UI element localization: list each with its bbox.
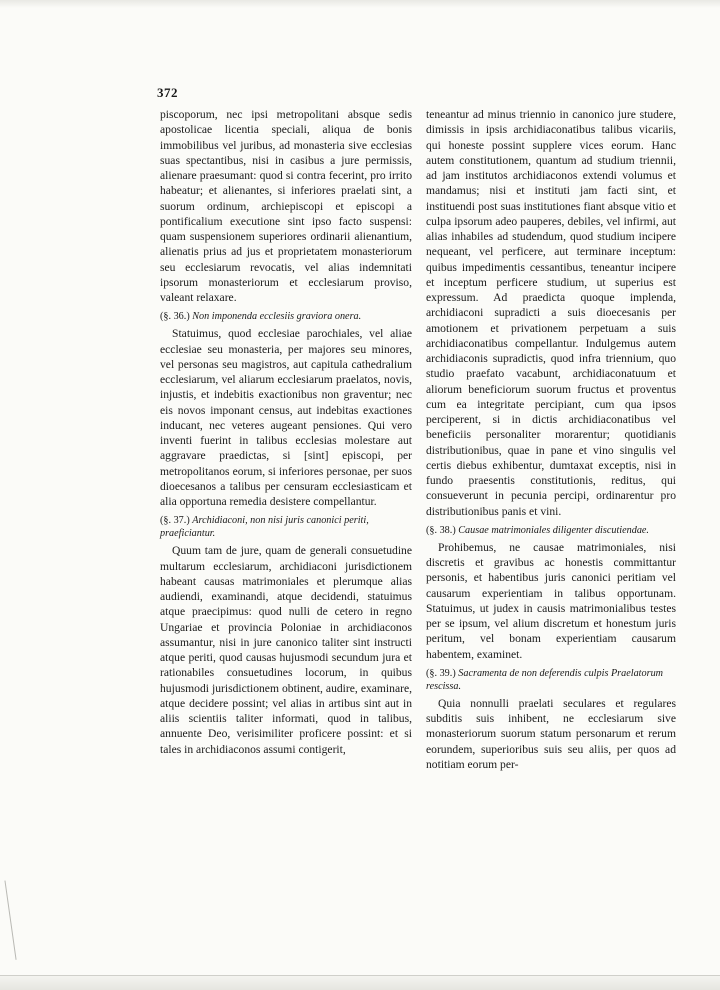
scan-margin-mark	[4, 880, 18, 960]
section-number: (§. 37.)	[160, 515, 190, 527]
section-title: Sacramenta de non deferendis culpis Praelatorum rescissa.	[426, 667, 664, 692]
right-column	[426, 107, 676, 772]
right-paragraph-2: Prohibemus, ne causae matrimoniales, nisi discretis et gravibus ac honestis committantur personis, et habentibus juris canonici peritiam vel causarum experientiam in talibus opportunam. Statuimus, ut judex in causis matrimonialibus testes per se ipsum, vel alium discretum et honestum juris peritum, vel bonam experientiam causarum habentem, examinet.	[426, 540, 676, 661]
section-heading-36	[160, 310, 412, 323]
page-number: 372	[157, 85, 178, 100]
section-title: Archidiaconi, non nisi juris canonici periti, praeficiantur.	[160, 515, 369, 540]
left-paragraph-2: Statuimus, quod ecclesiae parochiales, vel aliae ecclesiae seu monasteria, per majores seu minores, vel personas seu magistros, aut capitula cathedralium ecclesiarum, vel aliarum ecclesiarum praelatos, novis, injustis, et indebitis exactionibus non graventur; nec eis novos imponant census, aut indebitas exactiones inducant, nec veteres augeant pensiones. Qui vero inventi fuerint in talibus ecclesias molestare aut aggravare praedictas, si [sint] episcopi, per metropolitanos eorum, si inferiores personae, per suos dioecesanos a talibus per censuram ecclesiasticam et alia opportuna remedia desistere compellantur.	[160, 327, 412, 508]
section-number: (§. 36.)	[160, 311, 190, 323]
right-paragraph-3: Quia nonnulli praelati seculares et regulares subditis suis inhibent, ne ecclesiarum sive monasteriorum suorum statum personarum et rerum eorundem, superioribus suis seu aliis, per quos ad notitiam eorum per-	[426, 696, 676, 771]
section-title: Non imponenda ecclesiis graviora onera.	[192, 311, 362, 323]
section-number: (§. 38.)	[426, 524, 456, 536]
left-paragraph-1: piscoporum, nec ipsi metropolitani absque sedis apostolicae licentia speciali, aliqua de bonis immobilibus vel juribus, ad monasteria sive ecclesias suas spectantibus, nisi in casibus a jure permissis, alienare praesumant: quod si contra fecerint, pro irrito habeatur; et alienantes, si inferiores praelati sint, a suorum ordinum, archiepiscopi et episcopi a pontificalium executione sint ipso facto suspensi: quam suspensionem superiores ordinarii alienantium, alienatis prius ad jus et proprietatem monasteriorum seu ecclesiarum revocatis, vel alias indemnitati ipsorum monasteriorum et ecclesiarum proviso, valeant relaxare.	[160, 108, 412, 304]
section-title: Causae matrimoniales diligenter discutiendae.	[458, 524, 649, 536]
section-heading-37	[160, 514, 412, 540]
scan-top-edge	[0, 0, 720, 8]
left-paragraph-3: Quum tam de jure, quam de generali consuetudine multarum ecclesiarum, archidiaconi jurisdictionem habeant causas matrimoniales et plerumque alias audiendi, examinandi, atque decidendi, statuimus atque praecipimus: quod nulli de cetero in regno Ungariae et provincia Poloniae in archidiaconos assumantur, nisi in jure canonico taliter sint instructi atque periti, quod causas hujusmodi secundum jura et rationabiles consuetudines locorum, in quibus hujusmodi jurisdictionem obtinent, audire, examinare, atque decidere possint; vel alias in artibus sint aut in aliis scientiis taliter informati, quod in talibus, annuente Deo, verisimiliter proficere possint: et si tales in archidiaconos assumi contigerit,	[160, 544, 412, 756]
right-paragraph-1: teneantur ad minus triennio in canonico jure studere, dimissis in ipsis archidiaconatibus talibus vicariis, qui honeste possint supplere vices eorum. Hanc autem constitutionem, quantum ad studium triennii, ad jam institutos archidiaconos extendi volumus et mandamus; nisi et instituti jam facti sint, et instituendi post suas institutiones fiant absque vitio et culpa ipsorum adeo pauperes, debiles, vel infirmi, aut alias inhabiles ad studendum, quod studium incipere nequeant, vel perficere, aut terminare inceptum: quibus impedimentis cessantibus, teneantur incipere et inceptum perficere studium, ut superius est expressum. Ad praedicta quoque implenda, archidiaconi supradicti a suis dioecesanis per amotionem et privationem perpetuam a suis archidiaconatibus compellantur. Indulgemus autem archidiaconis supradictis, quod infra triennium, quo studio praefato vacabunt, archidiaconatuum et aliorum beneficiorum suorum fructus et proventus cum ea integritate percipiant, cum qua ipsos perciperent, si in dictis archidiaconatibus vel beneficiis personaliter morarentur; quotidianis distributionibus, quae in pane et vino singulis vel certis diebus exhibentur, dumtaxat exceptis, nisi in fundo praesentis constitutionis, reditus, qui consueverunt in pecunia percipi, ordinarentur pro distributionibus panis et vini.	[426, 108, 676, 518]
left-column	[160, 107, 412, 757]
section-heading-38	[426, 524, 676, 537]
section-heading-39	[426, 667, 676, 693]
section-number: (§. 39.)	[426, 667, 456, 679]
scan-bottom-edge	[0, 975, 720, 990]
